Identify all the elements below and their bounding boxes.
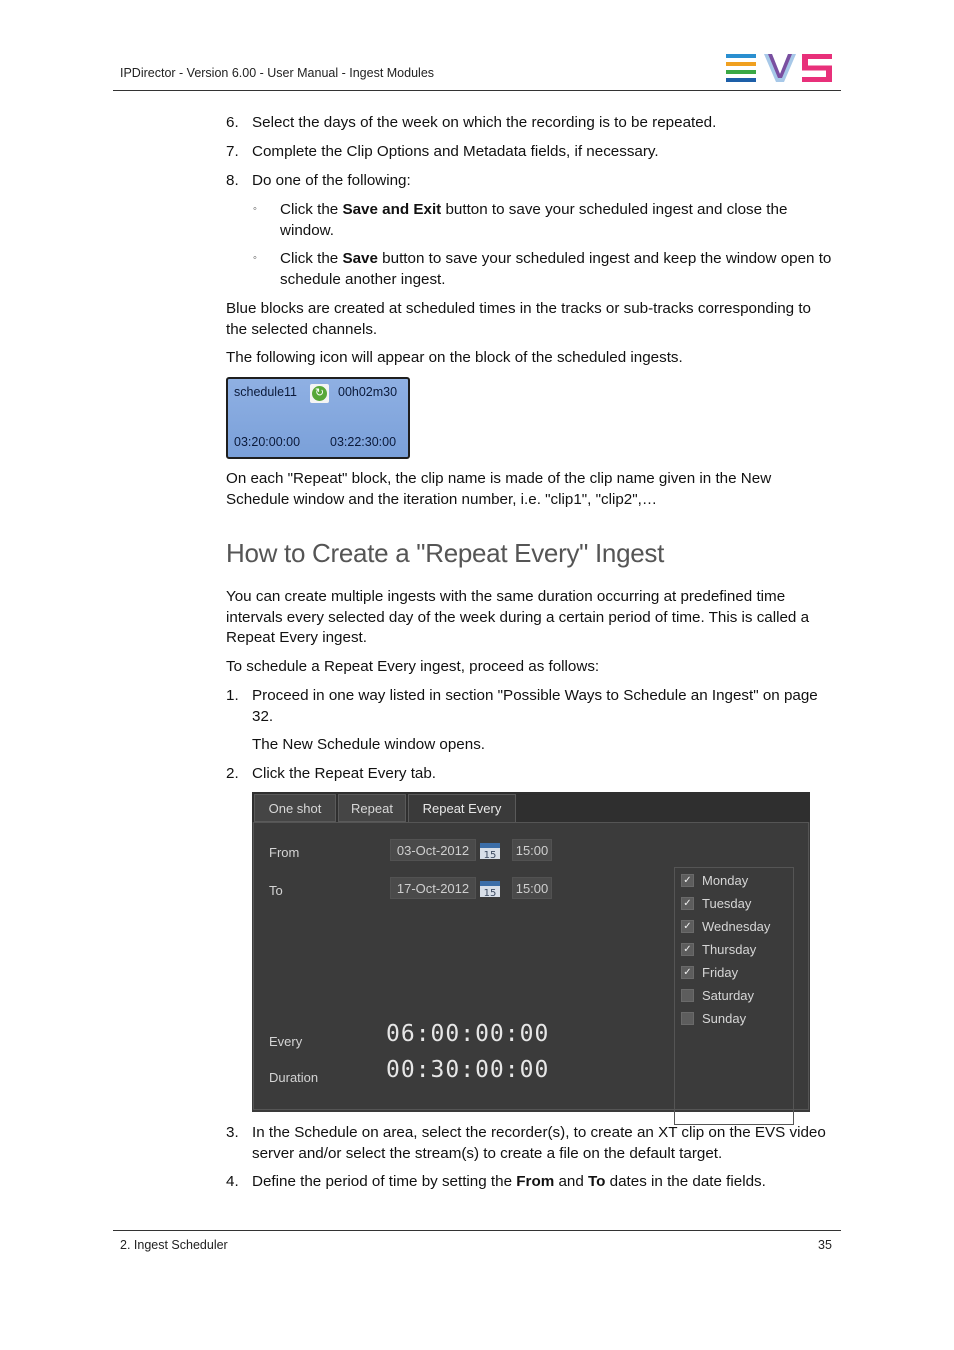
tab-one-shot[interactable]: One shot (254, 794, 336, 822)
paragraph: You can create multiple ingests with the same duration occurring at predefined time intervals every selected day of the week during a certain period of time. This is called a Repeat Every ingest. (226, 588, 810, 646)
to-time-field[interactable]: 15:00 (512, 877, 552, 899)
svg-text:15: 15 (483, 850, 497, 860)
checkmark-icon[interactable]: ✓ (681, 966, 694, 979)
evs-logo (726, 54, 834, 82)
checkmark-icon[interactable]: ✓ (681, 920, 694, 933)
day-checkbox-sunday[interactable] (681, 1010, 746, 1028)
checkmark-icon[interactable]: ✓ (681, 943, 694, 956)
checkbox-empty-icon[interactable] (681, 989, 694, 1002)
step-number: 2. (226, 765, 239, 782)
tab-repeat-every[interactable]: Repeat Every (408, 794, 516, 824)
step-number: 3. (226, 1124, 239, 1141)
page-number: 35 (818, 1238, 832, 1252)
step-number: 6. (226, 114, 239, 131)
every-label: Every (269, 1034, 303, 1049)
to-date-field[interactable]: 17-Oct-2012 (390, 877, 476, 899)
footer-chapter: 2. Ingest Scheduler (120, 1238, 228, 1252)
step-text: Define the period of time by setting the From and To dates in the date fields. (252, 1173, 766, 1190)
tab-content (253, 822, 809, 1110)
day-label: Thursday (702, 942, 757, 957)
checkmark-icon[interactable]: ✓ (681, 897, 694, 910)
duration-timecode[interactable]: 00:30:00:00 (386, 1057, 550, 1083)
paragraph: Blue blocks are created at scheduled times in the tracks or sub-tracks corresponding to the selected channels. (226, 300, 812, 338)
schedule-start: 03:20:00:00 (234, 435, 301, 449)
day-checkbox-friday[interactable] (681, 964, 738, 982)
tab-bar (252, 792, 810, 822)
section-title: How to Create a "Repeat Every" Ingest (226, 538, 665, 568)
step-text: Select the days of the week on which the recording is to be repeated. (252, 114, 717, 131)
day-label: Wednesday (702, 919, 771, 934)
footer-rule (113, 1230, 841, 1231)
step-text: Do one of the following: (252, 172, 411, 189)
schedule-name: schedule11 (234, 385, 298, 399)
every-timecode[interactable]: 06:00:00:00 (386, 1021, 550, 1047)
step-text: Proceed in one way listed in section "Possible Ways to Schedule an Ingest" on page 32. (252, 687, 818, 725)
schedule-duration: 00h02m30 (338, 385, 398, 399)
day-label: Monday (702, 873, 749, 888)
day-label: Tuesday (702, 896, 752, 911)
schedule-block (226, 377, 410, 459)
bullet-marker: ◦ (253, 252, 257, 264)
step-number: 1. (226, 687, 239, 704)
from-label: From (269, 845, 300, 860)
bullet-text: Click the Save and Exit button to save your scheduled ingest and close the window. (280, 201, 788, 239)
duration-label: Duration (269, 1070, 319, 1085)
day-label: Saturday (702, 988, 755, 1003)
paragraph: On each "Repeat" block, the clip name is made of the clip name given in the New Schedule window and the iteration number, i.e. "clip1", "clip2",… (226, 470, 772, 508)
day-label: Friday (702, 965, 739, 980)
checkmark-icon[interactable]: ✓ (681, 874, 694, 887)
day-checkbox-thursday[interactable] (681, 941, 756, 959)
calendar-icon[interactable] (479, 840, 501, 860)
paragraph: The following icon will appear on the block of the scheduled ingests. (226, 349, 683, 366)
header-title: IPDirector - Version 6.00 - User Manual - Ingest Modules (120, 66, 435, 80)
tab-repeat[interactable]: Repeat (338, 794, 406, 822)
step-number: 7. (226, 143, 239, 160)
step-text: In the Schedule on area, select the recorder(s), to create an XT clip on the EVS video server and/or select the stream(s) to create a file on the default target. (252, 1124, 826, 1162)
checkbox-empty-icon[interactable] (681, 1012, 694, 1025)
step-text: Complete the Clip Options and Metadata fields, if necessary. (252, 143, 659, 160)
step-number: 8. (226, 172, 239, 189)
day-checkbox-tuesday[interactable] (681, 895, 751, 913)
to-label: To (269, 883, 283, 898)
schedule-end: 03:22:30:00 (330, 435, 397, 449)
repeat-icon: ↻ (310, 384, 329, 403)
header-rule (113, 90, 841, 91)
step-number: 4. (226, 1173, 239, 1190)
step-text: Click the Repeat Every tab. (252, 765, 437, 782)
repeat-every-panel (252, 792, 810, 1112)
calendar-icon[interactable] (479, 878, 501, 898)
svg-text:15: 15 (483, 888, 497, 898)
step-subtext: The New Schedule window opens. (252, 736, 486, 753)
bullet-text: Click the Save button to save your scheduled ingest and keep the window open to schedule another ingest. (280, 250, 832, 288)
from-date-field[interactable]: 03-Oct-2012 (390, 839, 476, 861)
day-checkbox-saturday[interactable] (681, 987, 754, 1005)
day-checkbox-wednesday[interactable] (681, 918, 770, 936)
from-time-field[interactable]: 15:00 (512, 839, 552, 861)
day-label: Sunday (702, 1011, 747, 1026)
bullet-marker: ◦ (253, 203, 257, 215)
paragraph: To schedule a Repeat Every ingest, proceed as follows: (226, 658, 600, 675)
days-list (674, 867, 794, 1125)
day-checkbox-monday[interactable] (681, 872, 748, 890)
